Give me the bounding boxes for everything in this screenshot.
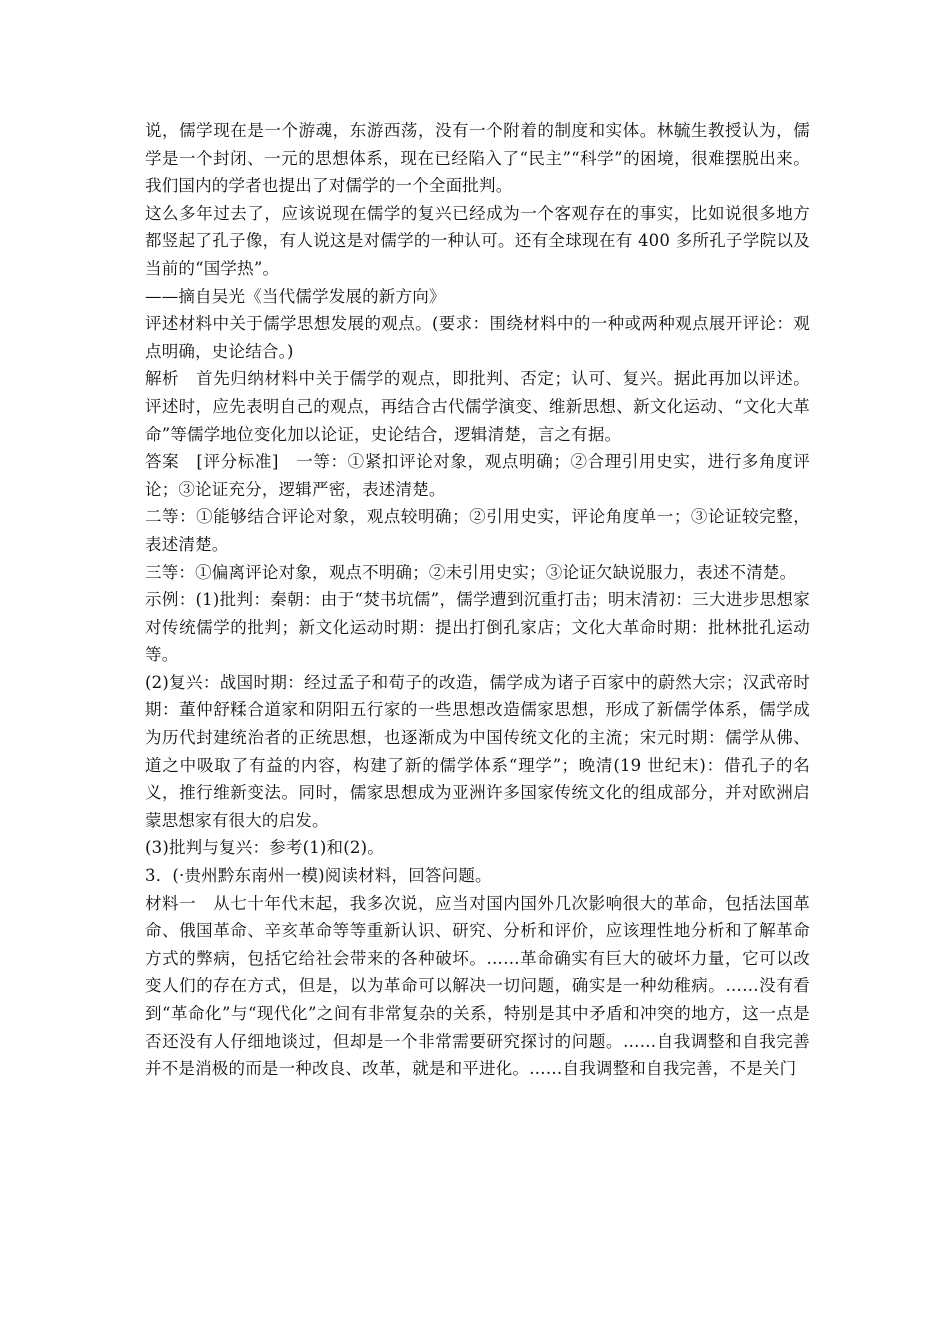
paragraph: 这么多年过去了，应该说现在儒学的复兴已经成为一个客观存在的事实，比如说很多地方都竖起了孔子像，有人说这是对儒学的一种认可。还有全球现在有 400 多所孔子学院以及当前的“国学热”。 [145,203,810,278]
example-criticism-paragraph: 示例：(1)批判：秦朝：由于“焚书坑儒”，儒学遭到沉重打击；明末清初：三大进步思想家对传统儒学的批判；新文化运动时期：提出打倒孔家店；文化大革命时期：批林批孔运动等。 [145,590,810,665]
example-summary-paragraph: (3)批判与复兴：参考(1)和(2)。 [145,838,384,858]
document-page [145,117,810,1083]
source-citation: ——摘自吴光《当代儒学发展的新方向》 [145,286,446,306]
answer-paragraph: 答案 [评分标准] 一等：①紧扣评论对象，观点明确；②合理引用史实，进行多角度评论；③论证充分，逻辑严密，表述清楚。 [145,452,810,499]
grade-two-paragraph: 二等：①能够结合评论对象，观点较明确；②引用史实，评论角度单一；③论证较完整，表述清楚。 [145,507,810,554]
question-three-heading: 3．(·贵州黔东南州一模)阅读材料，回答问题。 [145,866,492,886]
example-revival-paragraph: (2)复兴：战国时期：经过孟子和荀子的改造，儒学成为诸子百家中的蔚然大宗；汉武帝时期：董仲舒糅合道家和阴阳五行家的一些思想改造儒家思想，形成了新儒学体系，儒学成为历代封建统治者的正统思想，也逐渐成为中国传统文化的主流；宋元时期：儒学从佛、道之中吸取了有益的内容，构建了新的儒学体系“理学”；晚清(19 世纪末)：借孔子的名义，推行维新变法。同时，儒家思想成为亚洲许多国家传统文化的组成部分，并对欧洲启蒙思想家有很大的启发。 [145,672,810,830]
question-prompt: 评述材料中关于儒学思想发展的观点。(要求：围绕材料中的一种或两种观点展开评论：观点明确，史论结合。) [145,314,810,361]
grade-three-paragraph: 三等：①偏离评论对象，观点不明确；②未引用史实；③论证欠缺说服力，表述不清楚。 [145,562,797,582]
material-one-paragraph: 材料一 从七十年代末起，我多次说，应当对国内国外几次影响很大的革命，包括法国革命、俄国革命、辛亥革命等等重新认识、研究、分析和评价，应该理性地分析和了解革命方式的弊病，包括它给社会带来的各种破坏。……革命确实有巨大的破坏力量，它可以改变人们的存在方式，但是，以为革命可以解决一切问题，确实是一种幼稚病。……没有看到“革命化”与“现代化”之间有非常复杂的关系，特别是其中矛盾和冲突的地方，这一点是否还没有人仔细地谈过，但却是一个非常需要研究探讨的问题。……自我调整和自我完善并不是消极的而是一种改良、改革，就是和平进化。……自我调整和自我完善，不是关门 [145,893,810,1079]
analysis-paragraph: 解析 首先归纳材料中关于儒学的观点，即批判、否定；认可、复兴。据此再加以评述。评述时，应先表明自己的观点，再结合古代儒学演变、维新思想、新文化运动、“文化大革命”等儒学地位变化加以论证，史论结合，逻辑清楚，言之有据。 [145,369,810,444]
paragraph: 说，儒学现在是一个游魂，东游西荡，没有一个附着的制度和实体。林毓生教授认为，儒学是一个封闭、一元的思想体系，现在已经陷入了“民主”“科学”的困境，很难摆脱出来。我们国内的学者也提出了对儒学的一个全面批判。 [145,121,810,196]
